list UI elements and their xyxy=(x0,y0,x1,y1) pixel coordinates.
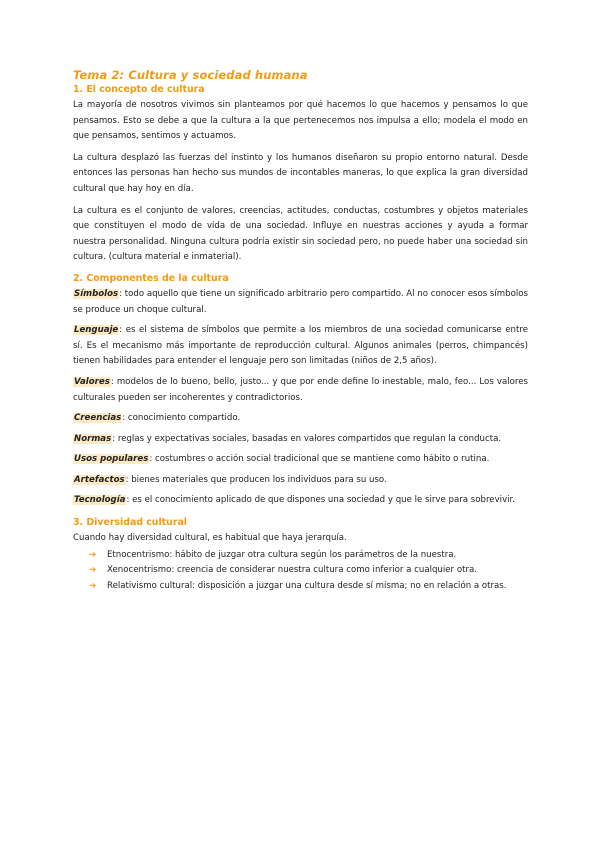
component-term: Normas xyxy=(74,433,112,444)
component-item xyxy=(73,432,528,448)
component-term: Lenguaje xyxy=(74,325,119,336)
component-definition: : conocimiento compartido. xyxy=(122,413,241,424)
component-term: Artefactos xyxy=(74,474,125,485)
paragraph: La cultura desplazó las fuerzas del instinto y los humanos diseñaron su propio entorno natural. Desde entonces las personas han hecho sus mundos de incontables maneras, lo que explica la gran diversidad cultural que hay hoy en día. xyxy=(73,152,528,194)
component-item xyxy=(73,411,528,427)
section-heading-diversidad: 3. Diversidad cultural xyxy=(73,517,188,529)
component-definition: : reglas y expectativas sociales, basadas en valores compartidos que regulan la conducta. xyxy=(112,433,502,444)
list-item-text: Xenocentrismo: creencia de considerar nuestra cultura como inferior a cualquier otra. xyxy=(107,565,477,576)
component-definition: : bienes materiales que producen los individuos para su uso. xyxy=(125,474,387,485)
component-definition: : es el conocimiento aplicado de que dispones una sociedad y que le sirve para sobrevivir. xyxy=(126,495,516,506)
component-definition: : todo aquello que tiene un significado arbitrario pero compartido. Al no conocer esos símbolos se produce un choque cultural. xyxy=(73,288,528,315)
document-title: Tema 2: Cultura y sociedad humana xyxy=(73,68,308,82)
component-definition: : es el sistema de símbolos que permite a los miembros de una sociedad comunicarse entre sí. Es el mecanismo más importante de reproducción cultural. Algunos animales (perros, chimpancés) tienen habilidades para entender el lenguaje pero son limitadas (niños de 2,5 años). xyxy=(73,325,528,367)
component-term: Símbolos xyxy=(74,288,119,299)
component-item xyxy=(73,323,528,370)
list-item xyxy=(89,548,528,564)
bullet-list xyxy=(73,548,528,595)
arrow-right-icon: ➔ xyxy=(89,580,97,591)
arrow-right-icon: ➔ xyxy=(89,565,97,576)
paragraph: Cuando hay diversidad cultural, es habitual que haya jerarquía. xyxy=(73,533,347,544)
list-item-text: Etnocentrismo: hábito de juzgar otra cultura según los parámetros de la nuestra. xyxy=(107,549,457,560)
component-item xyxy=(73,452,528,468)
document-page xyxy=(73,68,528,594)
list-item xyxy=(89,563,528,579)
component-item xyxy=(73,287,528,318)
component-item xyxy=(73,493,528,509)
component-term: Tecnología xyxy=(74,495,126,506)
component-item xyxy=(73,473,528,489)
section-heading-componentes: 2. Componentes de la cultura xyxy=(73,272,229,284)
list-item xyxy=(89,579,528,595)
arrow-right-icon: ➔ xyxy=(89,549,97,560)
component-definition: : costumbres o acción social tradicional que se mantiene como hábito o rutina. xyxy=(149,454,490,465)
component-term: Usos populares xyxy=(74,454,149,465)
component-term: Valores xyxy=(74,376,110,387)
component-term: Creencias xyxy=(74,413,122,424)
component-definition: : modelos de lo bueno, bello, justo... y que por ende define lo inestable, malo, feo... Los valores culturales pueden ser incoherentes y contradictorios. xyxy=(73,376,528,403)
paragraph: La cultura es el conjunto de valores, creencias, actitudes, conductas, costumbres y objetos materiales que constituyen el modo de vida de una sociedad. Influye en nuestras acciones y ayuda a formar nuestra personalidad. Ninguna cultura podría existir sin sociedad pero, no puede haber una sociedad sin cultura. (cultura material e inmaterial). xyxy=(73,205,528,263)
section-heading-concepto: 1. El concepto de cultura xyxy=(73,84,205,95)
component-item xyxy=(73,375,528,406)
paragraph: La mayoría de nosotros vivimos sin planteamos por qué hacemos lo que hacemos y pensamos lo que pensamos. Esto se debe a que la cultura a la que pertenecemos nos impulsa a ello; modela el modo en que pensamos, sentimos y actuamos. xyxy=(73,100,528,142)
list-item-text: Relativismo cultural: disposición a juzgar una cultura desde sí misma; no en relación a otras. xyxy=(107,580,507,591)
